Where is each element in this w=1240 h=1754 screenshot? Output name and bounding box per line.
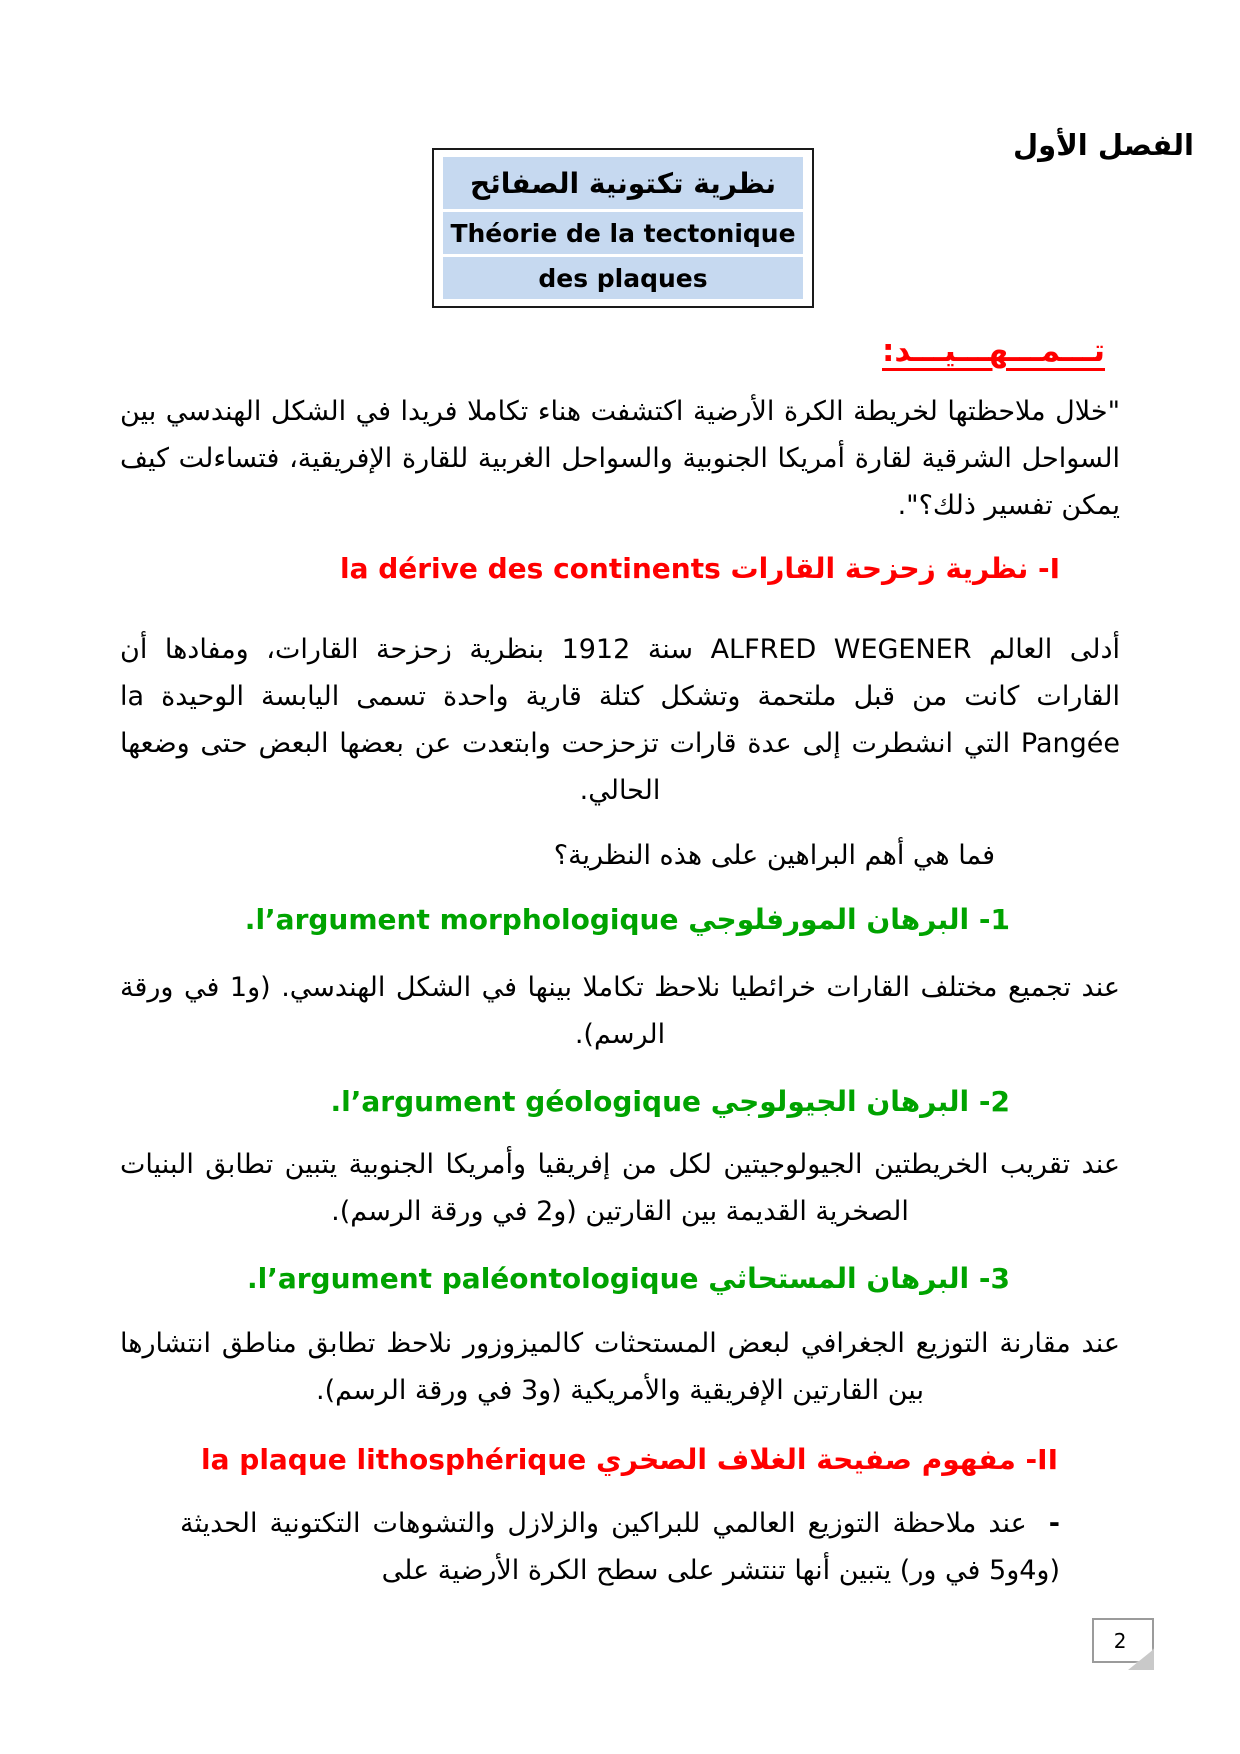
list-dash-marker: - xyxy=(1048,1508,1060,1539)
title-box-fill xyxy=(443,157,803,299)
argument-2-heading: 2- البرهان الجيولوجي l’argument géologique. xyxy=(330,1085,1010,1118)
section1-paragraph: أدلى العالم ALFRED WEGENER سنة 1912 بنظرية زحزحة القارات، ومفادها أن القارات كانت من قبل ملتحمة وتشكل كتلة قارية واحدة تسمى اليابسة الوحيدة la Pangée التي انشطرت إلى عدة قارات تزحزحت وابتعدت عن بعضها البعض حتى وضعها الحالي. xyxy=(120,634,1120,806)
section2-list-item xyxy=(120,1500,1120,1594)
argument-2-paragraph: عند تقريب الخريطتين الجيولوجيتين لكل من إفريقيا وأمريكا الجنوبية يتبين تطابق البنيات الصخرية القديمة بين القارتين (و2 في ورقة الرسم). xyxy=(120,1149,1120,1227)
argument-1-paragraph: عند تجميع مختلف القارات خرائطيا نلاحظ تكاملا بينها في الشكل الهندسي. (و1 في ورقة الرسم). xyxy=(120,972,1120,1050)
title-box xyxy=(432,148,814,308)
argument-3-paragraph: عند مقارنة التوزيع الجغرافي لبعض المستحثات كالميزوزور نلاحظ تطابق مناطق انتشارها بين القارتين الإفريقية والأمريكية (و3 في ورقة الرسم). xyxy=(120,1328,1120,1406)
title-box-french-title-line1: Théorie de la tectonique xyxy=(443,212,803,254)
chapter-label: الفصل الأول xyxy=(1013,128,1194,162)
section1-heading: I- نظرية زحزحة القارات la dérive des continents xyxy=(339,552,1060,585)
folded-corner-icon xyxy=(1128,1649,1154,1670)
section1-question: فما هي أهم البراهين على هذه النظرية؟ xyxy=(553,840,995,871)
section2-paragraph: عند ملاحظة التوزيع العالمي للبراكين والزلازل والتشوهات التكتونية الحديثة (و4و5 في ور) يتبين أنها تنتشر على سطح الكرة الأرضية على xyxy=(180,1508,1060,1586)
section2-heading: II- مفهوم صفيحة الغلاف الصخري la plaque lithosphérique xyxy=(201,1443,1058,1476)
page-number: 2 xyxy=(1113,1628,1127,1653)
intro-heading: تـــمـــهـــيـــد: xyxy=(882,333,1105,369)
intro-paragraph: "خلال ملاحظتها لخريطة الكرة الأرضية اكتشفت هناء تكاملا فريدا في الشكل الهندسي بين السواحل الشرقية لقارة أمريكا الجنوبية والسواحل الغربية للقارة الإفريقية، فتساءلت كيف يمكن تفسير ذلك؟". xyxy=(120,396,1120,521)
title-box-arabic-title: نظرية تكتونية الصفائح xyxy=(443,157,803,209)
argument-1-heading: 1- البرهان المورفلوجي l’argument morphologique. xyxy=(244,903,1010,936)
title-box-french-title-line2: des plaques xyxy=(443,257,803,299)
page-number-box xyxy=(1092,1618,1154,1663)
argument-3-heading: 3- البرهان المستحاثي l’argument paléontologique. xyxy=(246,1262,1010,1295)
